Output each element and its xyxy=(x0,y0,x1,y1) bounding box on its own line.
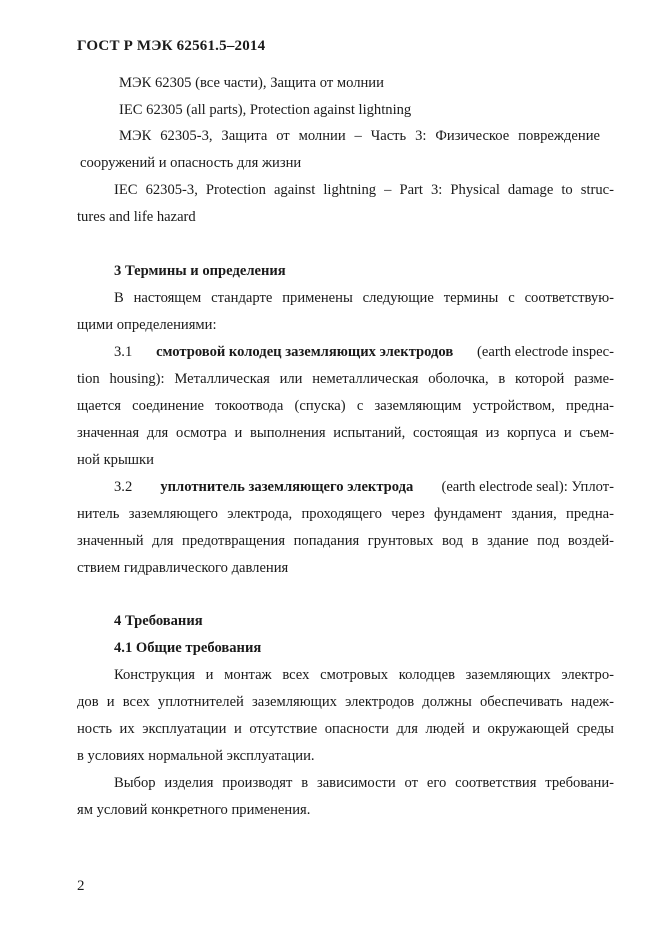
ref-line: МЭК 62305 (все части), Защита от молнии xyxy=(119,75,384,91)
paragraph-line: ям условий конкретного применения. xyxy=(77,802,311,818)
ref-line: МЭК 62305-3, Защита от молнии – Часть 3: Физическое повреждение xyxy=(119,128,600,144)
term-number: 3.2 xyxy=(114,479,133,495)
term-3-1-line xyxy=(114,344,614,361)
term-english: (earth electrode seal): Уплот- xyxy=(441,479,614,495)
section-heading: 4 Требования xyxy=(114,613,203,629)
paragraph-line: tion housing): Металлическая или неметаллическая оболочка, в которой разме- xyxy=(77,371,614,387)
paragraph-line: ствием гидравлического давления xyxy=(77,560,289,576)
paragraph-line: дов и всех уплотнителей заземляющих электродов должны обеспечивать надеж- xyxy=(77,694,614,710)
paragraph-line: ность их эксплуатации и отсутствие опасности для людей и окружающей среды xyxy=(77,721,614,737)
paragraph-line: ной крышки xyxy=(77,452,154,468)
term-3-2-line xyxy=(114,479,614,496)
paragraph-line: значенная для осмотра и выполнения испытаний, состоящая из корпуса и съем- xyxy=(77,425,614,441)
term-number: 3.1 xyxy=(114,344,133,360)
section-heading: 3 Термины и определения xyxy=(114,263,286,279)
paragraph-line: нитель заземляющего электрода, проходящего через фундамент здания, предна- xyxy=(77,506,614,522)
document-header: ГОСТ Р МЭК 62561.5–2014 xyxy=(77,38,266,54)
page-number: 2 xyxy=(77,878,85,894)
ref-line: сооружений и опасность для жизни xyxy=(80,155,302,171)
ref-line: IEC 62305 (all parts), Protection against lightning xyxy=(119,102,412,118)
paragraph-line: щими определениями: xyxy=(77,317,217,333)
paragraph-line: щается соединение токоотвода (спуска) с заземляющим устройством, предна- xyxy=(77,398,614,414)
term-name: уплотнитель заземляющего электрода xyxy=(160,479,414,495)
paragraph-line: в условиях нормальной эксплуатации. xyxy=(77,748,315,764)
paragraph-line: значенный для предотвращения попадания грунтовых вод в здание под воздей- xyxy=(77,533,614,549)
ref-line: IEC 62305-3, Protection against lightning – Part 3: Physical damage to struc- xyxy=(114,182,614,198)
ref-line: tures and life hazard xyxy=(77,209,196,225)
subsection-heading: 4.1 Общие требования xyxy=(114,640,262,656)
term-english: (earth electrode inspec- xyxy=(477,344,614,360)
paragraph-line: Выбор изделия производят в зависимости от его соответствия требовани- xyxy=(114,775,614,791)
paragraph-line: Конструкция и монтаж всех смотровых колодцев заземляющих электро- xyxy=(114,667,614,683)
paragraph-line: В настоящем стандарте применены следующие термины с соответствую- xyxy=(114,290,614,306)
term-name: смотровой колодец заземляющих электродов xyxy=(156,344,454,360)
